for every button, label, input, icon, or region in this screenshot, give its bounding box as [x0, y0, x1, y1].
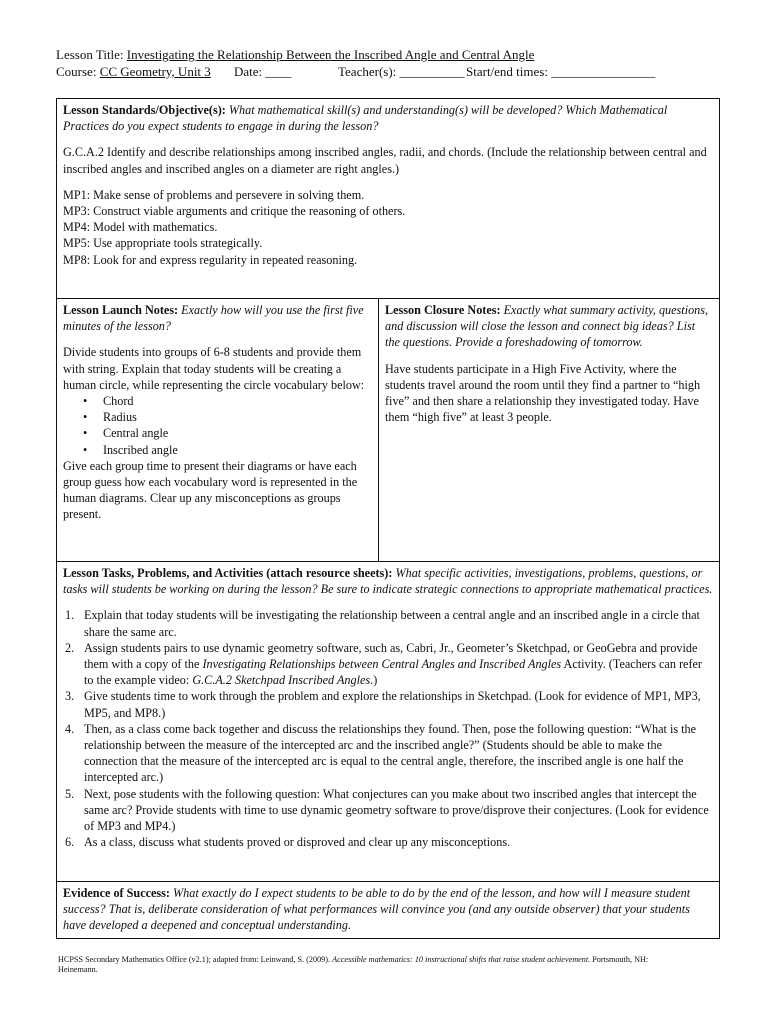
lesson-title-value: Investigating the Relationship Between the Inscribed Angle and Central Angle — [126, 47, 535, 62]
task-item: 6. As a class, discuss what students proved or disproved and clear up any misconceptions. — [65, 835, 511, 850]
vocab-item: • Radius — [103, 409, 372, 425]
date-blank: ____ — [265, 64, 292, 79]
course-label: Course: — [56, 64, 97, 79]
vocab-item: • Chord — [103, 393, 372, 409]
task-item: 2. Assign students pairs to use dynamic geometry software, such as, Cabri, Jr., Geometer’s Sketchpad, or GeoGebra and provide them with a copy of the Investigating Relationships between Central Angles and Inscribed Angles Activity. (Teachers can refer to the example video: G.C.A.2 Sketchpad Inscribed Angles.) — [65, 640, 702, 688]
example-video-title: G.C.A.2 Sketchpad Inscribed Angles — [192, 673, 371, 688]
tasks-prompt: What specific activities, investigations, problems, questions, or tasks will students be working on during the lesson? Be sure to indicate strategic connections to appropriate mathematical practices. — [63, 566, 713, 597]
task-item: 3. Give students time to work through the problem and explore the relationships in Sketchpad. (Look for evidence of MP1, MP3, MP5, and MP8.) — [65, 689, 701, 720]
times-blank: ________________ — [551, 64, 656, 79]
vocab-item: • Central angle — [103, 425, 372, 441]
tasks-list — [63, 607, 713, 850]
closure-notes-cell — [379, 299, 720, 562]
footer-citation: HCPSS Secondary Mathematics Office (v2.1); adapted from: Leinwand, S. (2009). Accessible mathematics: 10 instructional shifts that raise student achievement. Portsmouth, NH: Heinemann. — [58, 955, 649, 974]
teacher-label: Teacher(s): — [338, 64, 397, 79]
task-item: 1. Explain that today students will be investigating the relationship between a central angle and an inscribed angle in a circle that share the same arc. — [65, 608, 700, 639]
launch-outro: Give each group time to present their diagrams or have each group guess how each vocabulary word is represented in the human diagrams. Clear up any misconceptions as groups present. — [63, 458, 358, 522]
lesson-plan-table — [56, 98, 720, 939]
evidence-cell — [57, 882, 720, 939]
times-label: Start/end times: — [466, 64, 548, 79]
course-value: CC Geometry, Unit 3 — [99, 64, 211, 79]
date-label: Date: — [234, 64, 263, 79]
practice-item: MP8: Look for and express regularity in repeated reasoning. — [63, 252, 358, 267]
standards-cell — [57, 99, 720, 299]
practice-item: MP3: Construct viable arguments and critique the reasoning of others. — [63, 204, 406, 219]
lesson-title-line — [56, 47, 534, 63]
evidence-label: Evidence of Success: — [63, 886, 170, 900]
task-item: 5. Next, pose students with the following question: What conjectures can you make about two inscribed angles that intercept the same arc? Provide students with time to use dynamic geometry software to prove/disprove their conjectures. (Look for evidence of MP3 and MP4.) — [65, 786, 709, 834]
task-item: 4. Then, as a class come back together and discuss the relationships they found. Then, pose the following question: “What is the relationship between the measure of the intercepted arc and the inscribed angle?” (Students should be able to make the connection that the measure of the intercepted arc is equal to the central angle, therefore, the inscribed angle is one half the intercepted arc.) — [65, 721, 697, 785]
tasks-label: Lesson Tasks, Problems, and Activities (attach resource sheets): — [63, 566, 393, 580]
evidence-prompt: What exactly do I expect students to be able to do by the end of the lesson, and how will I measure student success? That is, deliberate consideration of what performances will convince you (and any outside observer) that your students have developed a deepened and conceptual understanding. — [63, 886, 691, 933]
lesson-title-label: Lesson Title: — [56, 47, 124, 62]
vocab-item: • Inscribed angle — [103, 442, 372, 458]
teacher-blank: __________ — [399, 64, 465, 79]
launch-prompt: Exactly how will you use the first five minutes of the lesson? — [63, 303, 364, 334]
closure-body: Have students participate in a High Five Activity, where the students travel around the room until they find a partner to “high five” and then share a relationship they investigated today. Have them “high five” at least 3 people. — [385, 361, 701, 425]
standards-label: Lesson Standards/Objective(s): — [63, 103, 226, 117]
launch-intro: Divide students into groups of 6-8 students and provide them with string. Explain that today students will be creating a human circle, while representing the circle vocabulary below: — [63, 345, 365, 392]
vocab-list — [63, 393, 372, 458]
launch-notes-cell — [57, 299, 379, 562]
practice-item: MP4: Model with mathematics. — [63, 220, 218, 235]
practice-item: MP5: Use appropriate tools strategically. — [63, 236, 263, 251]
standard-gca: G.C.A.2 Identify and describe relationships among inscribed angles, radii, and chords. (Include the relationship between central and inscribed angles and inscribed angles on a diameter are right angles.) — [63, 145, 707, 176]
launch-label: Lesson Launch Notes: — [63, 303, 179, 317]
closure-label: Lesson Closure Notes: — [385, 303, 501, 317]
closure-prompt: Exactly what summary activity, questions, and discussion will close the lesson and connect big ideas? List the questions. Provide a foreshadowing of tomorrow. — [385, 303, 709, 350]
practice-item: MP1: Make sense of problems and persevere in solving them. — [63, 187, 365, 202]
standards-prompt: What mathematical skill(s) and understanding(s) will be developed? Which Mathematical Practices do you expect students to engage in during the lesson? — [63, 103, 668, 134]
activity-title: Investigating Relationships between Central Angles and Inscribed Angles — [202, 657, 562, 672]
course-info-line — [56, 64, 655, 80]
tasks-cell — [57, 562, 720, 882]
